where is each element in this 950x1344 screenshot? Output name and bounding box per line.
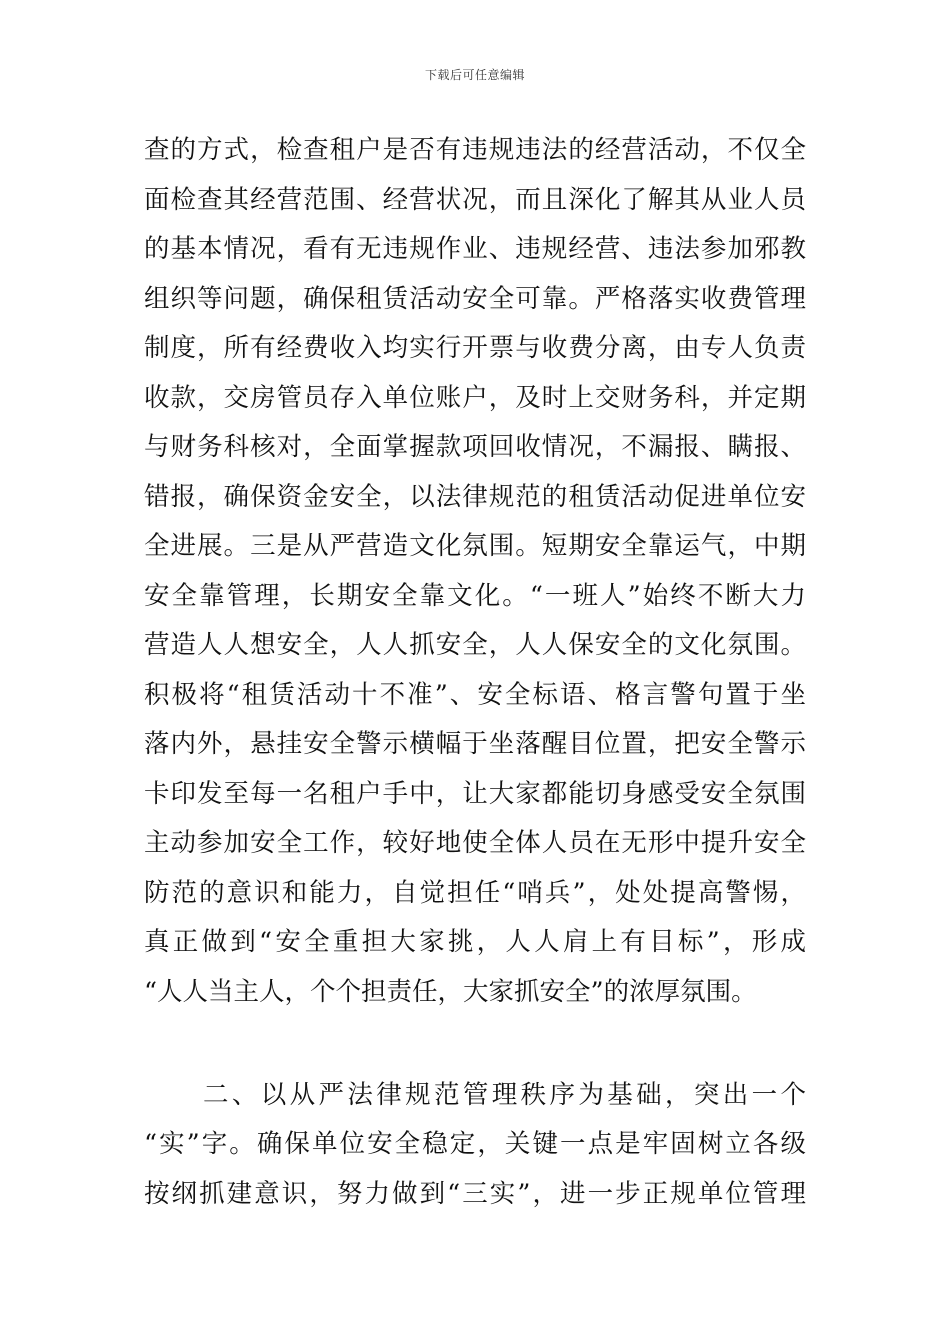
text-line: 安全靠管理，长期安全靠文化。“一班人”始终不断大力: [144, 581, 806, 611]
text-line: 全进展。三是从严营造文化氛围。短期安全靠运气，中期: [144, 531, 806, 561]
text-line: 防范的意识和能力，自觉担任“哨兵”，处处提高警惕，: [144, 878, 806, 908]
page-header: 下载后可任意编辑: [424, 68, 525, 82]
text-line: 制度，所有经费收入均实行开票与收费分离，由专人负责: [144, 333, 806, 363]
text-line: 落内外，悬挂安全警示横幅于坐落醒目位置，把安全警示: [144, 729, 806, 759]
text-line: 卡印发至每一名租户手中，让大家都能切身感受安全氛围: [144, 779, 806, 809]
text-line: 面检查其经营范围、经营状况，而且深化了解其从业人员: [144, 185, 806, 215]
text-line: 组织等问题，确保租赁活动安全可靠。严格落实收费管理: [144, 284, 806, 314]
text-line: 按纲抓建意识，努力做到“三实”，进一步正规单位管理: [144, 1179, 806, 1209]
text-line: 的基本情况，看有无违规作业、违规经营、违法参加邪教: [144, 234, 806, 264]
text-line: 错报，确保资金安全，以法律规范的租赁活动促进单位安: [144, 482, 806, 512]
text-line: “实”字。确保单位安全稳定，关键一点是牢固树立各级: [144, 1129, 806, 1159]
text-line: 二、以从严法律规范管理秩序为基础，突出一个: [203, 1080, 806, 1110]
text-line: 真正做到“安全重担大家挑，人人肩上有目标”，形成: [144, 927, 806, 957]
text-line: 查的方式，检查租户是否有违规违法的经营活动，不仅全: [144, 135, 806, 165]
text-line: 与财务科核对，全面掌握款项回收情况，不漏报、瞒报、: [144, 432, 806, 462]
text-line: 积极将“租赁活动十不准”、安全标语、格言警句置于坐: [144, 680, 806, 710]
text-line: 营造人人想安全，人人抓安全，人人保安全的文化氛围。: [144, 630, 806, 660]
text-line: 收款，交房管员存入单位账户，及时上交财务科，并定期: [144, 383, 806, 413]
text-line: “人人当主人，个个担责任，大家抓安全”的浓厚氛围。: [144, 977, 757, 1007]
text-line: 主动参加安全工作，较好地使全体人员在无形中提升安全: [144, 828, 806, 858]
